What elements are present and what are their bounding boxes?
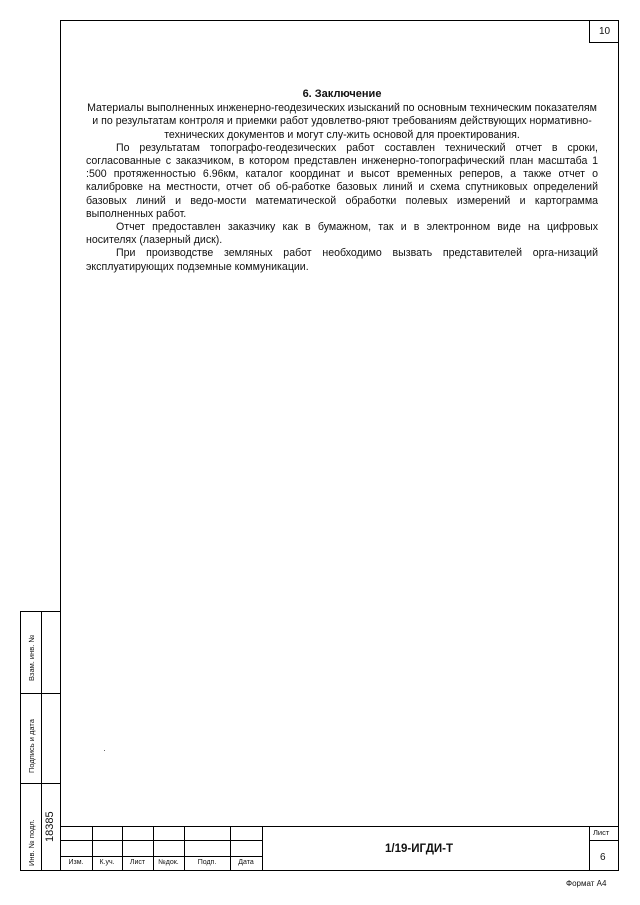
stamp-col-line (262, 826, 263, 871)
podpis-label: Подпись и дата (27, 719, 36, 773)
col-podp: Подп. (197, 859, 217, 866)
format-label: Формат А4 (566, 879, 607, 888)
paragraph-1: Материалы выполненных инженерно-геодезических изысканий по основным техническим показателям и по результатам контроля и приемки работ удовлетво-ряют требованиям действующих нормативно-технических документов и могут слу-жить основой для проектирования. (87, 102, 597, 141)
stamp-row-line (60, 856, 262, 857)
col-data: Дата (238, 859, 254, 866)
document-code: 1/19-ИГДИ-Т (385, 843, 454, 855)
stamp-row-line (60, 840, 262, 841)
scan-dot (104, 750, 105, 751)
strip-row-line (20, 693, 61, 694)
sheet-number: 6 (600, 852, 606, 863)
col-kuch: К.уч. (99, 859, 115, 866)
inv-number: 18385 (44, 811, 56, 842)
paragraph-3: Отчет предоставлен заказчику как в бумажном, так и в электронном виде на цифровых носителях (лазерный диск). (86, 221, 598, 247)
sheet-label: Лист (593, 828, 610, 837)
stamp-top-line (60, 826, 619, 827)
strip-outer-line (20, 611, 21, 871)
col-izm: Изм. (68, 859, 84, 866)
paragraph-4: При производстве земляных работ необходимо вызвать представителей орга-низаций эксплуатирующих подземные коммуникации. (86, 247, 598, 273)
page-number: 10 (589, 20, 619, 43)
stamp-col-line (589, 826, 590, 871)
stamp-sheet-line (589, 840, 619, 841)
strip-row-line (20, 783, 61, 784)
section-title: 6. Заключение (302, 88, 382, 100)
paragraph-2: По результатам топографо-геодезических работ составлен технический отчет в сроки, согласованные с заказчиком, в котором представлен инженерно-топографический план масштаба 1 :500 протяженностью 6.96км, каталог координат и высот временных реперов, а также отчет о калибровке на местности, отчет об об-работке базовых линий и схема спутниковых определений базовых линий и ведо-мости математической обработки полевых измерений и картограмма выполненных работ. (86, 141, 598, 220)
inv-label: Инв. № подл. (27, 819, 36, 866)
vzam-label: Взам. инв. № (27, 634, 36, 681)
document-body (86, 88, 598, 274)
strip-divider (41, 611, 42, 871)
col-ndok: №док. (158, 859, 179, 866)
col-list: Лист (129, 859, 146, 866)
